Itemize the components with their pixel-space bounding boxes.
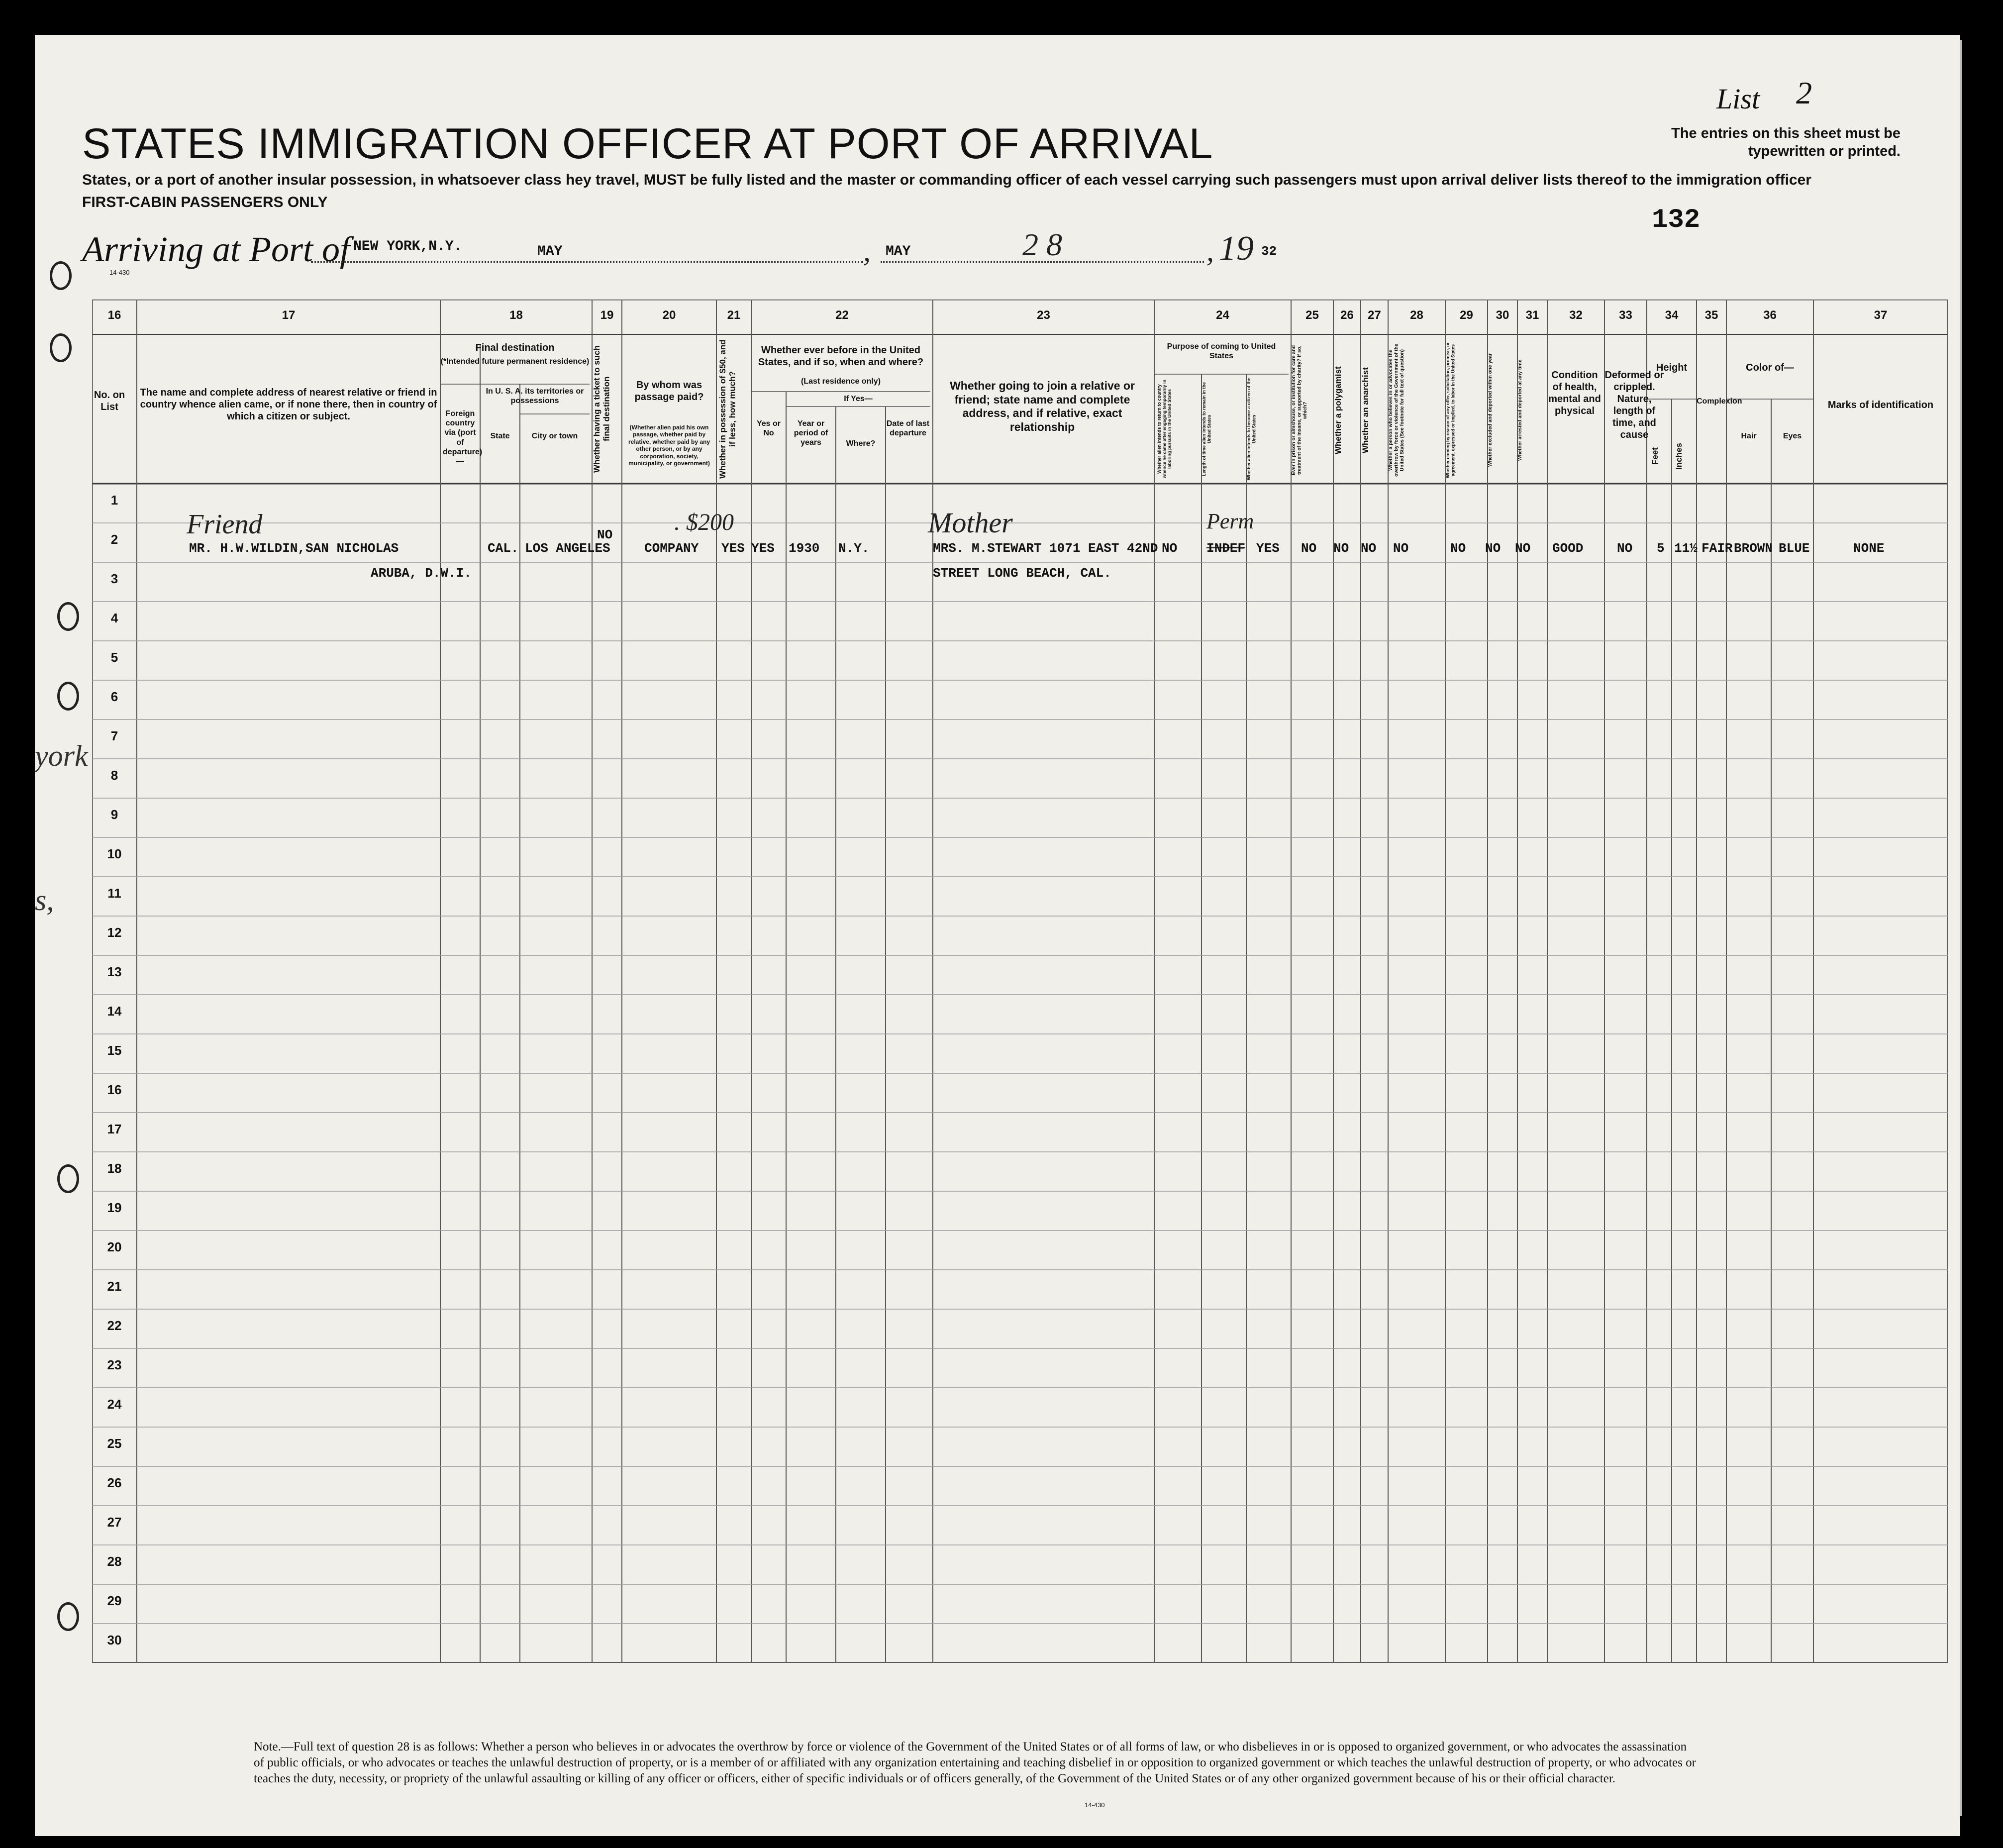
hdr-purpose: Purpose of coming to United States bbox=[1167, 342, 1276, 361]
row-number: 8 bbox=[110, 768, 118, 783]
binder-hole bbox=[57, 602, 79, 631]
month-a: MAY bbox=[537, 244, 563, 259]
row-number: 29 bbox=[107, 1593, 122, 1608]
hdr-city: City or town bbox=[531, 432, 578, 440]
feet-value: 5 bbox=[1657, 541, 1665, 556]
purpose-c-value: YES bbox=[1256, 541, 1280, 556]
row-number: 17 bbox=[107, 1122, 122, 1136]
money-value: YES bbox=[721, 541, 745, 556]
hdr-state: State bbox=[490, 432, 510, 440]
column-number: 21 bbox=[727, 308, 741, 322]
row-number: 23 bbox=[107, 1357, 122, 1372]
row-number: 11 bbox=[107, 886, 121, 901]
column-number: 27 bbox=[1368, 308, 1381, 322]
row-number: 10 bbox=[107, 846, 122, 861]
join-address-line1: MRS. M.STEWART 1071 EAST 42ND bbox=[933, 541, 1158, 556]
row-number: 19 bbox=[107, 1200, 122, 1215]
hdr-labor-offer: Whether coming by reason of any offer, solicitation, promise, or agreement, expressed or implied, to labor in the United States bbox=[1445, 342, 1456, 479]
where-value: N.Y. bbox=[838, 541, 870, 556]
manifest-table bbox=[92, 300, 1948, 1663]
hdr-inches: Inches bbox=[1674, 443, 1684, 470]
polygamist-value: NO bbox=[1333, 541, 1349, 556]
hdr-paid-by-note: (Whether alien paid his own passage, whether paid by relative, whether paid by any other person, or by any corporation, society, municipality, or government) bbox=[628, 424, 710, 467]
hdr-deformed: Deformed or crippled. Nature, length of time, and cause bbox=[1604, 370, 1664, 440]
year-value: 1930 bbox=[789, 541, 820, 556]
join-annotation: Mother bbox=[928, 507, 1013, 539]
hdr-before-us: Whether ever before in the United States, and if so, when and where? bbox=[758, 345, 924, 368]
health-value: GOOD bbox=[1552, 541, 1584, 556]
relative-annotation: Friend bbox=[187, 509, 263, 540]
sheet-number: 132 bbox=[1652, 205, 1701, 235]
arriving-label: Arriving at Port of bbox=[82, 229, 350, 269]
excluded-value: NO bbox=[1485, 541, 1501, 556]
prison-value: NO bbox=[1301, 541, 1317, 556]
hdr-purpose-a: Whether alien intends to return to country whence he came after engaging temporarily in laboring pursuits in the United States bbox=[1157, 379, 1172, 479]
hdr-health: Condition of health, mental and physical bbox=[1548, 370, 1601, 416]
row-number: 4 bbox=[110, 611, 118, 625]
row-number: 1 bbox=[110, 493, 118, 508]
column-number: 29 bbox=[1460, 308, 1473, 322]
row-number: 7 bbox=[110, 728, 118, 743]
hdr-yes-no: Yes or No bbox=[756, 419, 781, 438]
column-number: 36 bbox=[1763, 308, 1777, 322]
hdr-in-usa: In U. S. A. its territories or possessions bbox=[486, 387, 584, 406]
footnote: Note.—Full text of question 28 is as follows: Whether a person who believes in or advocates the overthrow by force or violence of the Government of the United States or of all forms of law, or who disbelieves in or is opposed to organized government, or who advocates the assassination of public officials, or who advocates or teaches the unlawful destruction of property, or is a member of or affiliated with any organization entertaining and teaching disbelief in or opposition to organized government or which teaches the unlawful destruction of property, or who advocates or teaches the duty, necessity, or propriety of the unlawful assaulting or killing of any officer or officers, either of specific individuals or of officers generally, of the Government of the United States or of any other organized government because of his or their official character. bbox=[254, 1740, 1696, 1785]
row-number: 12 bbox=[107, 925, 122, 940]
hdr-polygamist: Whether a polygamist bbox=[1333, 366, 1343, 454]
purpose-b-annotation: Perm bbox=[1206, 509, 1254, 533]
binder-hole bbox=[50, 333, 72, 362]
column-number: 24 bbox=[1216, 308, 1229, 322]
labor-offer-value: NO bbox=[1450, 541, 1466, 556]
row-number: 28 bbox=[107, 1554, 122, 1569]
margin-note: s, bbox=[35, 884, 54, 917]
inches-value: 11½ bbox=[1674, 541, 1698, 556]
list-label: List bbox=[1716, 83, 1760, 115]
class-line: FIRST-CABIN PASSENGERS ONLY bbox=[82, 194, 328, 210]
ticket-value: NO bbox=[597, 527, 613, 542]
page-title: STATES IMMIGRATION OFFICER AT PORT OF ARRIVAL bbox=[82, 120, 1213, 168]
binder-hole bbox=[50, 261, 72, 290]
money-annotation: . $200 bbox=[674, 509, 734, 535]
column-number: 20 bbox=[662, 308, 676, 322]
column-number: 28 bbox=[1410, 308, 1423, 322]
manifest-sheet: STATES IMMIGRATION OFFICER AT PORT OF ARRIVAL States, or a port of another insular possession, in whatsoever class hey travel, MUST be fully listed and the master or commanding officer of each vessel carrying such passengers must upon arrival deliver lists thereof to the immigration officer FIRST-CABIN PASSENGERS ONLY The entries on this sheet must be typewritten or printed. List 2 132 Arriving at Port of NEW YORK,N.Y. MAY , MAY 2 8 , 19 32 14-430 16 17 18 19 20 21 22 23 24 25 26 27 28 29 30 31 32 33 34 35 36 37 No. on List The name and complete address of nearest relative or friend in country whence alien came, or if none there, then in country of which a citizen or subject. Final destination (*Intended future permanent residence) Foreign country via (port of departure)— In U. S. A. its territories or possessions State City or town Whether having a ticket to such final destination By whom was passage paid? (Whether alien paid his own passage, whether paid by relative, whether paid by any other person, or by any corporation, society, municipality, or government) Whether in possession of $50, and if less, how much? Whether ever before in the United States, and if so, when and where? (Last residence only) If Yes— Yes or No Year or period of years Where? Date of last departure Whether going to join a relative or friend; state name and complete address, and if relative, exact relationship Purpose of coming to United States Whether alien intends to return to country whence he came after engaging temporarily in laboring pursuits in the United States Length of time alien intends to remain in the United States Whether alien intends to become a citizen of the United States Ever in prison or almshouse, or institution for care and treatment of the insane, or supported by charity? If so, which? Whether a polygamist Whether an anarchist Whether a person who believes in or advocates the overthrow by force or violence of the Government of the United States (See footnote for full text of question) Whether coming by reason of any offer, solicitation, promise, or agreement, expressed or implied, to labor in the United States Whether excluded and deported within one year Whether arrested and deported at any time Condition of health, mental and physical Deformed or crippled. Nature, length of time, and cause Height Feet Inches Complexion Color of— Hair Eyes Marks of identification 1 2 3 4 5 6 7 8 9 10 11 12 13 14 15 16 17 18 19 20 21 22 23 24 25 26 27 28 29 30 Friend MR. H.W.WILDIN,SAN NICHOLAS ARUBA, D.W.I. CAL. LOS ANGELES NO COMPANY . $200 YES YES 1930 N.Y. Mother MRS. M.STEWART 1071 EAST 42ND STREET LONG BEACH, CAL. NO Perm INDEF YES NO NO NO NO NO NO NO GOOD NO 5 11½ FAIR BROWN BLUE NONE york s, Note.—Full text of question 28 is as follows: Whether a person who believes in or advocates the overthrow by force or violence of the Government of the United States or of all forms of law, or who disbelieves in or is opposed to organized government, or who advocates the assassination of public officials, or who advocates or teaches the unlawful destruction of property, or is a member of or affiliated with any organization entertaining and teaching disbelief in or opposition to organized government or which teaches the unlawful destruction of property, or who advocates or teaches the duty, necessity, or propriety of the unlawful assaulting or killing of any officer or officers, either of specific individuals or of officers generally, of the Government of the United States or of any other organized government because of his or their official character. 14-430 bbox=[35, 35, 1960, 1836]
hdr-overthrow: Whether a person who believes in or advocates the overthrow by force or violence of the Government of the United States (See footnote for full text of question) bbox=[1388, 343, 1405, 477]
column-number: 23 bbox=[1037, 308, 1050, 322]
row-number: 30 bbox=[107, 1633, 122, 1647]
instructions: The entries on this sheet must be typewritten or printed. bbox=[1671, 125, 1901, 159]
hdr-paid-by: By whom was passage paid? bbox=[634, 380, 704, 403]
join-address-line2: STREET LONG BEACH, CAL. bbox=[933, 566, 1111, 581]
row-number: 6 bbox=[110, 689, 118, 704]
hdr-purpose-c: Whether alien intends to become a citizen of the United States bbox=[1246, 377, 1257, 481]
row-number: 26 bbox=[107, 1475, 122, 1490]
hdr-marks: Marks of identification bbox=[1827, 400, 1934, 411]
column-number: 30 bbox=[1496, 308, 1509, 322]
column-number: 34 bbox=[1665, 308, 1679, 322]
marks-value: NONE bbox=[1853, 541, 1885, 556]
column-number: 37 bbox=[1874, 308, 1888, 322]
hdr-anarchist: Whether an anarchist bbox=[1361, 367, 1370, 453]
paid-by-value: COMPANY bbox=[644, 541, 699, 556]
table-grid-lines bbox=[92, 300, 1948, 1663]
row-number: 3 bbox=[110, 571, 118, 586]
row-number: 22 bbox=[107, 1318, 122, 1333]
arrested-value: NO bbox=[1515, 541, 1531, 556]
hdr-color-of: Color of— bbox=[1746, 362, 1794, 373]
hdr-hair: Hair bbox=[1741, 432, 1757, 440]
year-prefix: 19 bbox=[1219, 229, 1254, 268]
hdr-complexion: Complexion bbox=[1697, 397, 1742, 406]
hdr-eyes: Eyes bbox=[1783, 432, 1802, 440]
column-number: 35 bbox=[1704, 308, 1718, 322]
hdr-money: Whether in possession of $50, and if less, how much? bbox=[718, 339, 737, 479]
hdr-height: Height bbox=[1656, 362, 1688, 373]
day-value: 2 8 bbox=[1022, 227, 1062, 262]
eyes-value: BLUE bbox=[1779, 541, 1810, 556]
column-number: 19 bbox=[600, 308, 614, 322]
hdr-relative: The name and complete address of nearest relative or friend in country whence alien came, or if none there, then in country of which a citizen or subject. bbox=[140, 387, 437, 422]
hdr-final-dest: Final destination bbox=[475, 342, 555, 353]
row-number: 5 bbox=[110, 650, 118, 665]
column-number: 25 bbox=[1305, 308, 1319, 322]
hdr-arrested: Whether arrested and deported at any time bbox=[1517, 359, 1523, 461]
column-number: 16 bbox=[107, 308, 121, 322]
binder-hole bbox=[57, 1164, 79, 1193]
row-number: 20 bbox=[107, 1239, 122, 1254]
hdr-last-departure: Date of last departure bbox=[886, 419, 930, 438]
row-number: 16 bbox=[107, 1082, 122, 1097]
column-number: 18 bbox=[509, 308, 523, 322]
year-suffix: 32 bbox=[1261, 244, 1277, 259]
hdr-purpose-b: Length of time alien intends to remain in the United States bbox=[1202, 382, 1212, 476]
overthrow-value: NO bbox=[1393, 541, 1409, 556]
state-value: CAL. bbox=[488, 541, 519, 556]
column-number: 26 bbox=[1340, 308, 1354, 322]
column-number: 33 bbox=[1619, 308, 1632, 322]
column-number: 22 bbox=[835, 308, 849, 322]
month-b: MAY bbox=[886, 244, 911, 259]
port-value: NEW YORK,N.Y. bbox=[353, 239, 462, 254]
row-number: 27 bbox=[107, 1515, 122, 1530]
column-number: 32 bbox=[1569, 308, 1583, 322]
hdr-final-dest-note: (*Intended future permanent residence) bbox=[440, 357, 590, 366]
row-number: 25 bbox=[107, 1436, 122, 1451]
form-number-top: 14-430 bbox=[109, 269, 130, 276]
hdr-prison: Ever in prison or almshouse, or institution for care and treatment of the insane, or supported by charity? If so, which? bbox=[1291, 345, 1308, 476]
deformed-value: NO bbox=[1617, 541, 1633, 556]
row-number: 24 bbox=[107, 1397, 122, 1412]
purpose-b-value: INDEF bbox=[1206, 541, 1246, 556]
purpose-a-value: NO bbox=[1162, 541, 1178, 556]
row-number: 14 bbox=[107, 1004, 122, 1019]
list-value: 2 bbox=[1796, 75, 1812, 110]
hdr-join-relative: Whether going to join a relative or friend; state name and complete address, and if relative, exact relationship bbox=[950, 379, 1135, 433]
row-number: 15 bbox=[107, 1043, 122, 1058]
hdr-before-us-note: (Last residence only) bbox=[801, 377, 881, 386]
hdr-foreign-country: Foreign country via (port of departure)— bbox=[443, 410, 483, 466]
anarchist-value: NO bbox=[1361, 541, 1377, 556]
row-number: 9 bbox=[110, 807, 118, 822]
hdr-year: Year or period of years bbox=[794, 419, 828, 447]
hdr-if-yes: If Yes— bbox=[844, 395, 873, 403]
relative-address-line1: MR. H.W.WILDIN,SAN NICHOLAS bbox=[189, 541, 399, 556]
before-us-value: YES bbox=[751, 541, 775, 556]
subtitle: States, or a port of another insular possession, in whatsoever class hey travel, MUST be fully listed and the master or commanding officer of each vessel carrying such passengers must upon arrival deliver lists thereof to the immigration officer bbox=[82, 172, 1811, 188]
relative-address-line2: ARUBA, D.W.I. bbox=[371, 566, 472, 581]
row-number: 2 bbox=[110, 532, 118, 547]
port-underline bbox=[311, 261, 863, 263]
row-number: 21 bbox=[107, 1279, 122, 1294]
column-number: 31 bbox=[1525, 308, 1539, 322]
column-number: 17 bbox=[282, 308, 296, 322]
hdr-excluded: Whether excluded and deported within one year bbox=[1488, 353, 1493, 467]
binder-hole bbox=[57, 1602, 79, 1631]
complexion-value: FAIR bbox=[1702, 541, 1733, 556]
hdr-ticket: Whether having a ticket to such final destination bbox=[592, 345, 611, 473]
hdr-no-on-list: No. on List bbox=[94, 390, 125, 412]
hdr-where: Where? bbox=[846, 439, 876, 448]
hair-value: BROWN bbox=[1734, 541, 1773, 556]
row-number: 13 bbox=[107, 964, 122, 979]
margin-note: york bbox=[35, 739, 88, 772]
city-value: LOS ANGELES bbox=[525, 541, 610, 556]
form-number-bottom: 14-430 bbox=[1085, 1801, 1105, 1809]
binder-hole bbox=[57, 682, 79, 711]
row-number: 18 bbox=[107, 1161, 122, 1176]
hdr-feet: Feet bbox=[1650, 447, 1660, 465]
